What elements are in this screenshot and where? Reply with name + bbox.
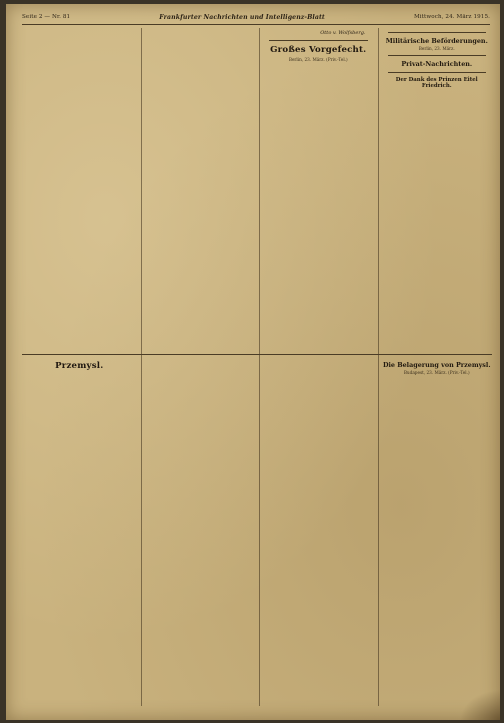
headline-private-news: Privat-Nachrichten. bbox=[401, 60, 473, 68]
headline-przemysl: Przemysl. bbox=[55, 361, 104, 371]
headline-przemysl-siege: Die Belagerung von Przemysl. bbox=[382, 361, 491, 369]
article-signature: Otto v. Wolfsberg. bbox=[320, 30, 366, 36]
divider bbox=[388, 72, 487, 73]
column-4 bbox=[378, 28, 493, 706]
column-3 bbox=[259, 28, 374, 706]
newspaper-page bbox=[6, 4, 500, 720]
dateline: Budapest, 23. März. (Priv.-Tel.) bbox=[403, 370, 470, 375]
headline-military: Militärische Beförderungen. bbox=[385, 37, 488, 45]
page-stain bbox=[460, 690, 500, 720]
divider bbox=[388, 32, 487, 33]
column-2 bbox=[141, 28, 256, 706]
header-masthead: Frankfurter Nachrichten und Intelligenz-Blatt bbox=[159, 13, 325, 21]
page-header bbox=[22, 10, 490, 25]
text-columns bbox=[22, 28, 492, 706]
dateline: Berlin, 23. März. (Priv.-Tel.) bbox=[288, 57, 348, 62]
headline-prussia-session: Großes Vorgefecht. bbox=[270, 45, 367, 55]
headline-queen: Der Dank des Prinzen Eitel Friedrich. bbox=[395, 77, 478, 89]
dateline: Berlin, 23. März. bbox=[418, 46, 455, 51]
header-page-number: Seite 2 — Nr. 81 bbox=[22, 14, 71, 20]
column-1 bbox=[22, 28, 137, 706]
section-divider bbox=[22, 354, 492, 355]
divider bbox=[269, 40, 368, 41]
header-date: Mittwoch, 24. März 1915. bbox=[413, 14, 490, 20]
divider bbox=[388, 55, 487, 56]
